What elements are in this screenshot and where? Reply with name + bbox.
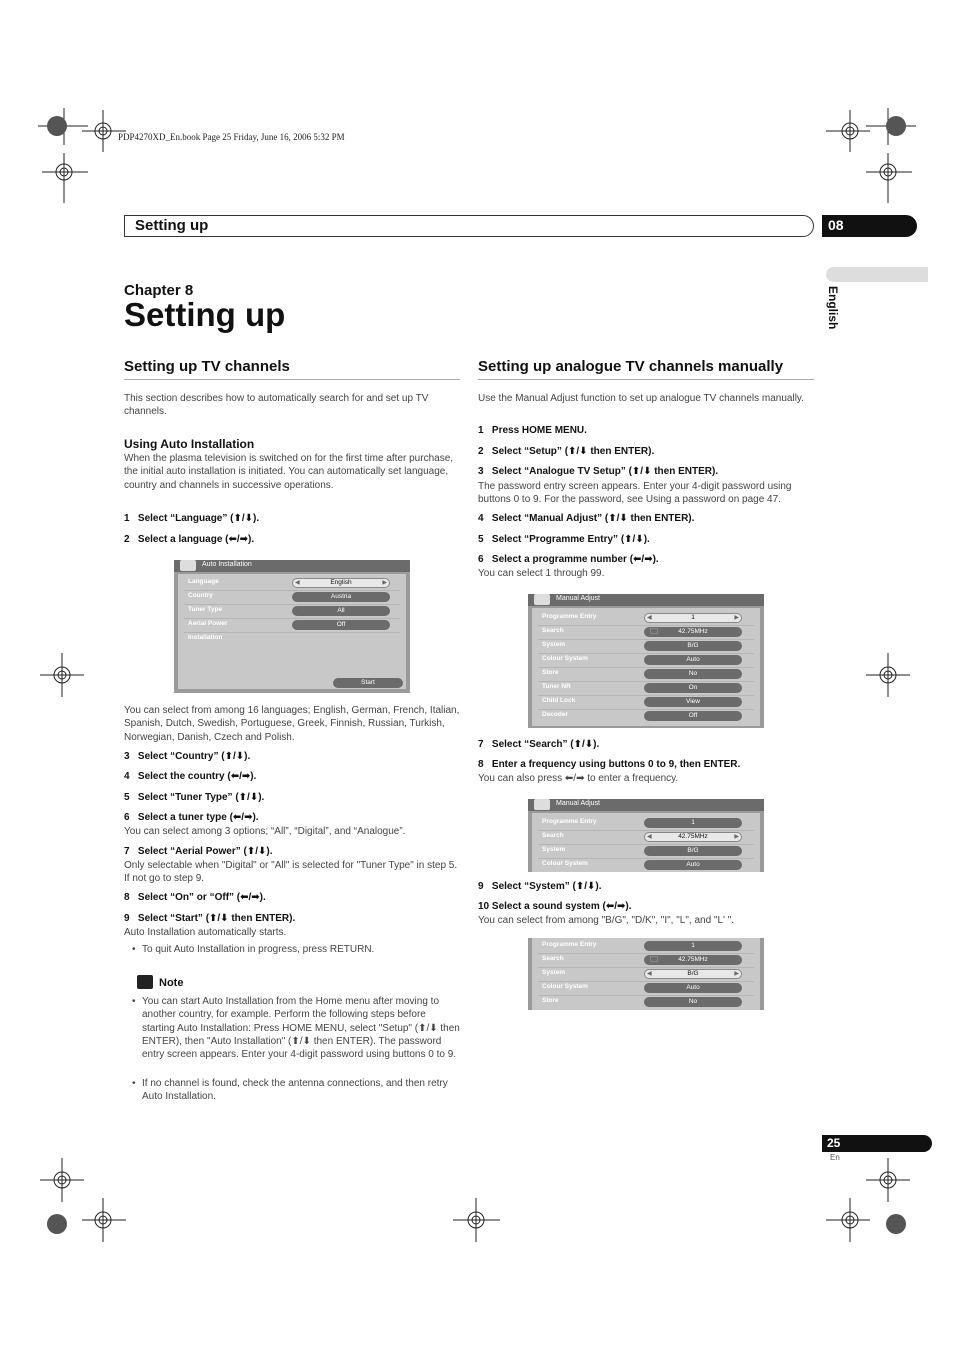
chapter-label: Chapter 8 — [124, 282, 194, 299]
row-label: Search — [542, 832, 564, 839]
row-label: Colour System — [542, 983, 588, 990]
step-7: 7 Select “Aerial Power” (⬆/⬇). — [124, 846, 273, 857]
language-tab — [826, 267, 928, 282]
manual-adjust-screen-1 — [528, 594, 764, 728]
page-number: 25 — [827, 1136, 841, 1150]
page-title: Setting up — [124, 296, 286, 333]
row-label: Language — [188, 578, 219, 585]
step-1: 1 Select “Language” (⬆/⬇). — [124, 513, 260, 524]
step-9: 9 Select “Start” (⬆/⬇ then ENTER). — [124, 913, 296, 924]
row-label: System — [542, 846, 566, 853]
system-value[interactable]: B/G — [644, 846, 742, 856]
step-2: 2 Select a language (⬅/➡). — [124, 534, 255, 545]
languages-text: You can select from among 16 languages; English, German, French, Italian, Spanish, Dutch, Swedish, Portuguese, Greek, Finnish, Russian, Turkish, Norwegian, Danish, Czech and Polish. — [124, 705, 460, 743]
header-bar — [124, 215, 814, 237]
auto-install-heading: Using Auto Installation — [124, 437, 255, 451]
chapter-number-badge — [822, 215, 917, 237]
manual-adjust-screen-2 — [528, 799, 764, 872]
r-step-4: 4 Select “Manual Adjust” (⬆/⬇ then ENTER). — [478, 513, 695, 524]
start-button[interactable]: Start — [333, 678, 403, 688]
r-step-2: 2 Select “Setup” (⬆/⬇ then ENTER). — [478, 446, 655, 457]
note-icon — [137, 975, 153, 989]
row-label: Aerial Power — [188, 620, 228, 627]
r-step-9: 9 Select “System” (⬆/⬇). — [478, 881, 602, 892]
chapter-number: 08 — [828, 217, 844, 233]
country-value[interactable]: Austria — [292, 592, 390, 602]
r-step-10-body: You can select from among "B/G", "D/K", "I", "L", and "L' ". — [478, 915, 735, 926]
r-step-5: 5 Select “Programme Entry” (⬆/⬇). — [478, 534, 650, 545]
row-label: Colour System — [542, 860, 588, 867]
system-value[interactable]: B/G — [644, 641, 742, 651]
row-label: Country — [188, 592, 213, 599]
language-selector[interactable]: ◀ English ▶ — [292, 578, 390, 588]
screen-title: Auto Installation — [202, 561, 252, 568]
right-intro: Use the Manual Adjust function to set up analogue TV channels manually. — [478, 393, 804, 404]
screen-title: Manual Adjust — [556, 595, 600, 602]
colour-system-value[interactable]: Auto — [644, 860, 742, 870]
left-section-title: Setting up TV channels — [124, 358, 460, 380]
row-label: Installation — [188, 634, 223, 641]
step-6: 6 Select a tuner type (⬅/➡). — [124, 812, 259, 823]
auto-installation-screen — [174, 560, 410, 693]
r-step-6-body: You can select 1 through 99. — [478, 568, 605, 579]
r-step-6: 6 Select a programme number (⬅/➡). — [478, 554, 659, 565]
r-step-8: 8 Enter a frequency using buttons 0 to 9, then ENTER. — [478, 759, 741, 770]
colour-system-value[interactable]: Auto — [644, 983, 742, 993]
search-value[interactable]: 42.75MHz — [644, 627, 742, 637]
page-language: En — [830, 1153, 840, 1162]
header-section: Setting up — [135, 217, 209, 234]
tv-icon — [534, 594, 550, 605]
row-label: Tuner Type — [188, 606, 223, 613]
r-step-3: 3 Select “Analogue TV Setup” (⬆/⬇ then ENTER). — [478, 466, 719, 477]
programme-entry-selector[interactable]: ◀ 1 ▶ — [644, 613, 742, 623]
step-5: 5 Select “Tuner Type” (⬆/⬇). — [124, 792, 265, 803]
step-9-body: Auto Installation automatically starts. — [124, 927, 287, 938]
row-label: Decoder — [542, 711, 569, 718]
system-selector[interactable]: ◀ B/G ▶ — [644, 969, 742, 979]
language-label: English — [826, 286, 840, 330]
r-step-8-body: You can also press ⬅/➡ to enter a frequency. — [478, 773, 679, 784]
row-label: Colour System — [542, 655, 588, 662]
auto-install-body: When the plasma television is switched on for the first time after purchase, the initial auto installation is initiated. You can automatically set language, country and channels in successive operations. — [124, 453, 454, 491]
r-step-1: 1 Press HOME MENU. — [478, 425, 587, 436]
decoder-value[interactable]: Off — [644, 711, 742, 721]
right-section-title: Setting up analogue TV channels manually — [478, 358, 814, 380]
manual-adjust-screen-3 — [528, 938, 764, 1010]
note-bullet-2: • If no channel is found, check the antenna connections, and then retry Auto Installation. — [142, 1077, 460, 1104]
tuner-nr-value[interactable]: On — [644, 683, 742, 693]
screen-title: Manual Adjust — [556, 800, 600, 807]
file-info: PDP4270XD_En.book Page 25 Friday, June 16, 2006 5:32 PM — [118, 132, 345, 142]
store-value[interactable]: No — [644, 669, 742, 679]
colour-system-value[interactable]: Auto — [644, 655, 742, 665]
aerial-power-value[interactable]: Off — [292, 620, 390, 630]
step-6-body: You can select among 3 options; “All”, “Digital”, and “Analogue”. — [124, 826, 406, 837]
step-3: 3 Select “Country” (⬆/⬇). — [124, 751, 251, 762]
note-bullet-1: • You can start Auto Installation from the Home menu after moving to another country, for example. Perform the following steps before starting Auto Installation: Press HOME MENU, select "Setup" (⬆/⬇ then ENTER), then "Auto Installation" (⬆/⬇ then ENTER). The password entry screen appears. Enter your 4-digit password using buttons 0 to 9. — [142, 995, 460, 1061]
tv-icon — [534, 799, 550, 810]
child-lock-value[interactable]: View — [644, 697, 742, 707]
row-label: Tuner NR — [542, 683, 571, 690]
step-4: 4 Select the country (⬅/➡). — [124, 771, 257, 782]
row-label: Search — [542, 627, 564, 634]
row-label: System — [542, 969, 566, 976]
row-label: Child Lock — [542, 697, 576, 704]
search-value[interactable]: 42.75MHz — [644, 955, 742, 965]
keypad-icon — [650, 956, 658, 962]
row-label: Store — [542, 669, 559, 676]
row-label: Programme Entry — [542, 818, 597, 825]
keypad-icon — [650, 628, 658, 634]
note-title: Note — [159, 977, 184, 989]
step-8: 8 Select “On” or “Off” (⬅/➡). — [124, 892, 266, 903]
row-label: Programme Entry — [542, 941, 597, 948]
store-value[interactable]: No — [644, 997, 742, 1007]
page-number-badge — [822, 1135, 932, 1152]
r-step-10: 10 Select a sound system (⬅/➡). — [478, 901, 632, 912]
row-label: Programme Entry — [542, 613, 597, 620]
step-7-body: Only selectable when "Digital" or "All" is selected for "Tuner Type" in step 5. If not go to step 9. — [124, 860, 458, 885]
r-step-3-body: The password entry screen appears. Enter your 4-digit password using buttons 0 to 9. For the password, see Using a password on page 47. — [478, 481, 792, 506]
left-intro: This section describes how to automatically search for and set up TV channels. — [124, 393, 429, 418]
row-label: Store — [542, 997, 559, 1004]
programme-entry-value[interactable]: 1 — [644, 941, 742, 951]
tv-icon — [180, 560, 196, 571]
row-label: Search — [542, 955, 564, 962]
row-label: System — [542, 641, 566, 648]
tuner-type-value[interactable]: All — [292, 606, 390, 616]
search-selector[interactable]: ◀ 42.75MHz ▶ — [644, 832, 742, 842]
r-step-7: 7 Select “Search” (⬆/⬇). — [478, 739, 600, 750]
programme-entry-value[interactable]: 1 — [644, 818, 742, 828]
bullet-return: • To quit Auto Installation in progress, press RETURN. — [142, 943, 460, 956]
